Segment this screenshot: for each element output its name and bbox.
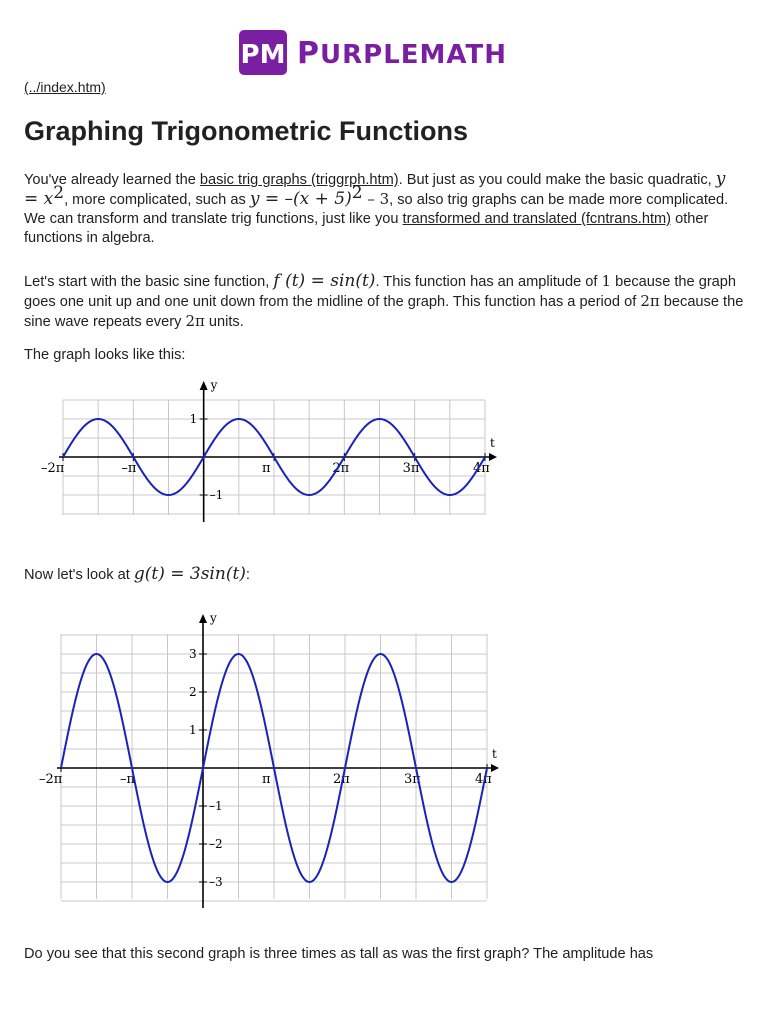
back-to-index-link[interactable]: (../index.htm) bbox=[24, 79, 106, 95]
period-value-2: 2π bbox=[185, 312, 205, 330]
three-sine-graph bbox=[0, 612, 768, 917]
x-tick-label: 2π bbox=[332, 461, 350, 476]
equation-g-3sin: g(t) = 3sin(t) bbox=[133, 564, 246, 584]
equation-y-x-squared: y = x bbox=[24, 169, 726, 209]
logo-wordmark[interactable] bbox=[297, 36, 507, 71]
x-tick-label: –π bbox=[121, 461, 137, 476]
sine-text-4: because the sine wave repeats every bbox=[24, 294, 744, 330]
y-tick-label: –2 bbox=[209, 837, 223, 851]
y-axis-label: y bbox=[210, 612, 217, 625]
second-graph-intro bbox=[24, 565, 744, 585]
y-tick-label: 1 bbox=[189, 723, 197, 737]
x-tick-label: 3π bbox=[402, 461, 420, 476]
exponent-2: 2 bbox=[351, 183, 363, 204]
graph-intro-text: The graph looks like this: bbox=[24, 347, 186, 363]
sine-text-1: Let's start with the basic sine function, bbox=[24, 274, 274, 290]
x-axis-arrow bbox=[489, 453, 497, 461]
y-tick-label: 2 bbox=[189, 685, 197, 699]
period-value: 2π bbox=[640, 292, 660, 310]
x-axis-label: t bbox=[492, 747, 497, 761]
second-intro-text-2: : bbox=[245, 567, 250, 583]
transformed-translated-link[interactable]: transformed and translated (fcntrans.htm) bbox=[402, 211, 672, 227]
y-tick-label: –3 bbox=[209, 875, 223, 889]
sine-text-5: units. bbox=[204, 314, 244, 330]
sine-paragraph bbox=[24, 272, 744, 332]
intro-text-2: . But just as you could make the basic quadratic, bbox=[398, 172, 716, 188]
purplemath-logo-icon[interactable] bbox=[239, 30, 287, 75]
y-tick-label: –1 bbox=[209, 488, 224, 502]
intro-text-1: You've already learned the bbox=[24, 172, 200, 188]
x-tick-label: –2π bbox=[39, 772, 63, 787]
sine-graph bbox=[0, 375, 768, 530]
y-tick-label: –1 bbox=[209, 799, 223, 813]
y-tick-label: 1 bbox=[189, 412, 198, 426]
x-tick-label: –π bbox=[120, 772, 136, 787]
second-intro-text-1: Now let's look at bbox=[24, 567, 134, 583]
sine-text-3: because the graph goes one unit up and one unit down from the midline of the graph. This function has a period of bbox=[24, 274, 737, 310]
x-tick-label: 2π bbox=[332, 772, 350, 787]
intro-text-3: , more complicated, such as bbox=[64, 192, 250, 208]
x-tick-label: 4π bbox=[472, 461, 490, 476]
intro-text-4: , so also trig graphs can be made more complicated. We can transform and translate trig functions, just like you bbox=[24, 192, 729, 227]
x-axis-arrow bbox=[491, 764, 499, 772]
equation-shift-tail: – 3 bbox=[362, 190, 390, 208]
logo-wordmark-first: P bbox=[297, 36, 320, 71]
x-axis-label: t bbox=[490, 436, 495, 450]
amplitude-paragraph: Do you see that this second graph is three times as tall as was the first graph? The amplitude has bbox=[24, 946, 654, 962]
page-title: Graphing Trigonometric Functions bbox=[24, 116, 469, 146]
y-axis-label: y bbox=[210, 378, 218, 392]
x-tick-label: –2π bbox=[41, 461, 65, 476]
y-axis-arrow bbox=[200, 381, 208, 390]
logo-mark-text: PM bbox=[240, 40, 286, 70]
sine-text-2: . This function has an amplitude of bbox=[375, 274, 602, 290]
x-tick-label: π bbox=[261, 461, 271, 476]
site-header bbox=[0, 28, 768, 78]
exponent-1: 2 bbox=[53, 183, 65, 204]
logo-wordmark-rest: URPLEMATH bbox=[320, 40, 507, 70]
equation-f-sin: f (t) = sin(t) bbox=[273, 271, 376, 291]
y-axis-arrow bbox=[199, 614, 207, 623]
x-tick-label: π bbox=[261, 772, 271, 787]
y-tick-label: 3 bbox=[189, 647, 197, 661]
x-tick-label: 3π bbox=[403, 772, 421, 787]
amplitude-value: 1 bbox=[601, 272, 612, 290]
intro-paragraph bbox=[24, 170, 744, 248]
equation-shifted-quadratic: y = –(x + 5) bbox=[249, 189, 352, 209]
basic-trig-graphs-link[interactable]: basic trig graphs (triggrph.htm) bbox=[199, 172, 399, 188]
intro-text-5: other functions in algebra. bbox=[24, 211, 709, 246]
x-tick-label: 4π bbox=[474, 772, 492, 787]
